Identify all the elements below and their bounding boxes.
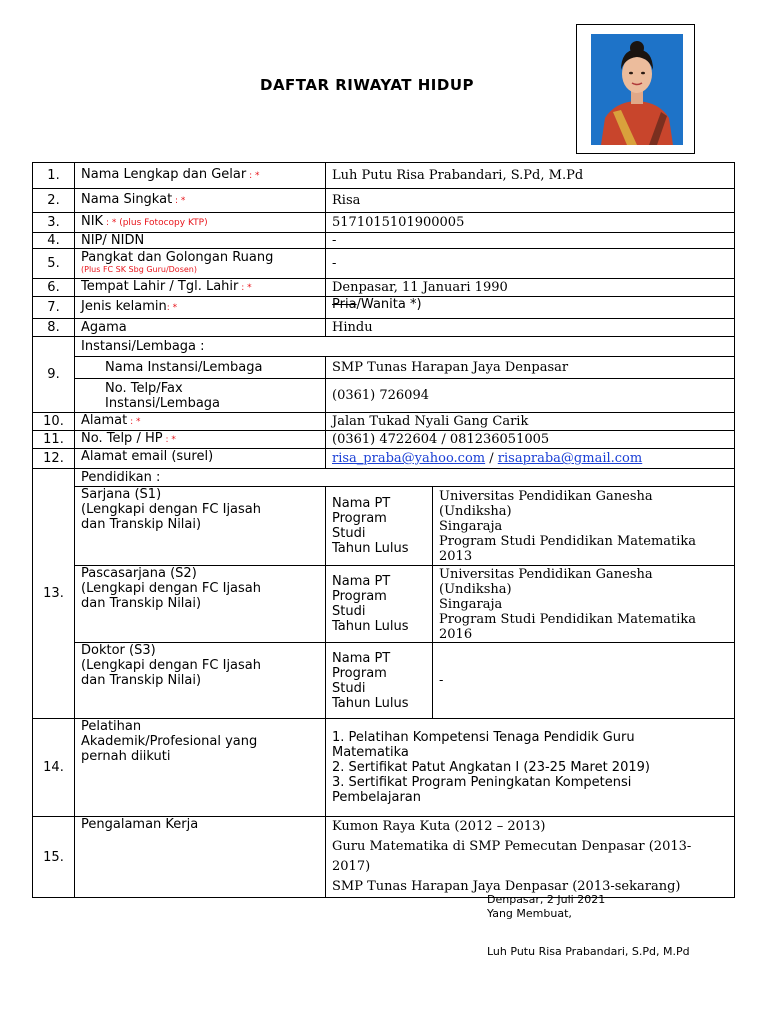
row-number: 8.: [33, 319, 75, 337]
row-value: Hindu: [326, 319, 735, 337]
university-city: Singaraja: [439, 596, 503, 612]
training-list: [326, 719, 735, 817]
signature-caption: Yang Membuat,: [487, 907, 572, 920]
row-label: [75, 163, 326, 189]
row-label: [75, 213, 326, 233]
row-number: 4.: [33, 233, 75, 249]
degree-note: dan Transkip Nilai): [81, 517, 202, 532]
field-label: Program: [332, 589, 387, 604]
row-label: [75, 413, 326, 431]
label-text: Nama Lengkap dan Gelar: [81, 167, 247, 182]
row-label: [75, 719, 326, 817]
row-value: [326, 297, 735, 319]
field-label: Tahun Lulus: [332, 695, 409, 711]
degree-title: Sarjana (S1): [81, 487, 162, 502]
university-name: Universitas Pendidikan Ganesha (Undiksha): [439, 488, 653, 519]
table-row: [33, 379, 735, 413]
graduation-year: 2013: [439, 548, 473, 564]
row-number: 13.: [33, 469, 75, 719]
required-marker: : *: [162, 435, 176, 445]
section-label: Pendidikan :: [75, 469, 735, 487]
label-line: Pelatihan: [81, 719, 142, 734]
row-value: [326, 449, 735, 469]
university-city: Singaraja: [439, 518, 503, 534]
row-number: 6.: [33, 279, 75, 297]
training-item: 2. Sertifikat Patut Angkatan I (23-25 Maret 2019): [332, 760, 650, 775]
profile-photo-illustration: [591, 34, 683, 145]
degree-note: dan Transkip Nilai): [81, 673, 202, 688]
profile-photo: [591, 34, 683, 145]
label-text: Pangkat dan Golongan Ruang: [81, 249, 274, 265]
field-label: Studi: [332, 604, 366, 619]
label-line: Akademik/Profesional yang: [81, 734, 258, 749]
label-text: Jenis kelamin: [81, 299, 167, 314]
row-value: Jalan Tukad Nyali Gang Carik: [326, 413, 735, 431]
cv-table: [32, 162, 735, 898]
field-labels: [326, 643, 433, 719]
label-text: Alamat: [81, 413, 128, 428]
table-row: [33, 279, 735, 297]
row-number: 3.: [33, 213, 75, 233]
field-labels: [326, 487, 433, 566]
required-marker: : *: [238, 283, 252, 293]
university-name: Universitas Pendidikan Ganesha (Undiksha): [439, 566, 653, 597]
table-row: [33, 431, 735, 449]
required-marker: : *: [166, 303, 178, 313]
field-label: Studi: [332, 680, 366, 696]
study-program: Program Studi Pendidikan Matematika: [439, 533, 697, 549]
required-note: (Plus FC SK Sbg Guru/Dosen): [81, 264, 197, 274]
table-row: [33, 189, 735, 213]
table-row: [33, 213, 735, 233]
table-row: [33, 319, 735, 337]
table-row: [33, 233, 735, 249]
table-row: [33, 817, 735, 898]
table-row: [33, 469, 735, 487]
degree-title: Pascasarjana (S2): [81, 566, 197, 581]
label-text: Tempat Lahir / Tgl. Lahir: [81, 279, 239, 294]
row-label: NIP/ NIDN: [75, 233, 326, 249]
field-label: Tahun Lulus: [332, 541, 409, 556]
table-row: [33, 449, 735, 469]
training-item: Matematika: [332, 745, 409, 760]
remaining-option: /Wanita *): [356, 297, 422, 312]
training-item: Pembelajaran: [332, 790, 421, 805]
row-label: [75, 189, 326, 213]
required-marker: : * (plus Fotocopy KTP): [103, 218, 208, 228]
email-link-yahoo[interactable]: risa_praba@yahoo.com: [332, 451, 486, 466]
table-row: [33, 719, 735, 817]
field-label: Program: [332, 511, 387, 526]
required-marker: : *: [127, 417, 141, 427]
row-label: Alamat email (surel): [75, 449, 326, 469]
field-label: Program: [332, 665, 387, 681]
row-label: [75, 297, 326, 319]
document-title: DAFTAR RIWAYAT HIDUP: [260, 76, 475, 94]
required-marker: : *: [172, 196, 186, 206]
field-label: Tahun Lulus: [332, 619, 409, 634]
field-labels: [326, 566, 433, 643]
row-value: SMP Tunas Harapan Jaya Denpasar: [326, 357, 735, 379]
row-number: 2.: [33, 189, 75, 213]
table-row: [33, 643, 735, 719]
degree-values: [433, 487, 735, 566]
work-experience-list: [326, 817, 735, 898]
table-row: [33, 297, 735, 319]
degree-note: (Lengkapi dengan FC Ijasah: [81, 502, 261, 517]
row-value: 5171015101900005: [326, 213, 735, 233]
label-line: Instansi/Lembaga: [105, 395, 221, 411]
table-row: [33, 337, 735, 357]
degree-note: (Lengkapi dengan FC Ijasah: [81, 658, 261, 673]
label-line: No. Telp/Fax: [105, 380, 183, 396]
study-program: Program Studi Pendidikan Matematika: [439, 611, 697, 627]
work-item: Kumon Raya Kuta (2012 – 2013): [332, 819, 546, 834]
training-item: 3. Sertifikat Program Peningkatan Kompetensi: [332, 775, 632, 790]
row-number: 12.: [33, 449, 75, 469]
degree-note: dan Transkip Nilai): [81, 596, 202, 611]
label-text: No. Telp / HP: [81, 431, 163, 446]
field-label: Nama PT: [332, 650, 391, 666]
work-item: Guru Matematika di SMP Pemecutan Denpasar (2013-2017): [332, 839, 692, 874]
row-value: -: [326, 249, 735, 279]
signature-name: Luh Putu Risa Prabandari, S.Pd, M.Pd: [487, 945, 690, 958]
struck-option: Pria: [332, 297, 357, 312]
row-label: [75, 279, 326, 297]
label-line: pernah diikuti: [81, 749, 171, 764]
degree-title: Doktor (S3): [81, 643, 156, 658]
email-separator: /: [485, 451, 498, 466]
row-value: Risa: [326, 189, 735, 213]
degree-label: [75, 487, 326, 566]
row-value: Luh Putu Risa Prabandari, S.Pd, M.Pd: [326, 163, 735, 189]
degree-values: -: [433, 643, 735, 719]
signature-place-date: Denpasar, 2 Juli 2021: [487, 893, 606, 906]
field-label: Nama PT: [332, 496, 391, 511]
row-value: Denpasar, 11 Januari 1990: [326, 279, 735, 297]
row-label: Agama: [75, 319, 326, 337]
row-label: [75, 431, 326, 449]
row-label: [75, 379, 326, 413]
table-row: [33, 487, 735, 566]
row-value: (0361) 4722604 / 081236051005: [326, 431, 735, 449]
field-label: Studi: [332, 526, 366, 541]
row-label: Pengalaman Kerja: [75, 817, 326, 898]
table-row: [33, 249, 735, 279]
row-number: 14.: [33, 719, 75, 817]
table-row: [33, 357, 735, 379]
row-number: 11.: [33, 431, 75, 449]
graduation-year: 2016: [439, 626, 473, 642]
row-label: Nama Instansi/Lembaga: [75, 357, 326, 379]
row-value: (0361) 726094: [326, 379, 735, 413]
work-item: SMP Tunas Harapan Jaya Denpasar (2013-sekarang): [332, 879, 681, 894]
training-item: 1. Pelatihan Kompetensi Tenaga Pendidik Guru: [332, 730, 635, 745]
field-label: Nama PT: [332, 574, 391, 589]
degree-note: (Lengkapi dengan FC Ijasah: [81, 581, 261, 596]
table-row: [33, 566, 735, 643]
row-label: [75, 249, 326, 279]
label-text: Nama Singkat: [81, 192, 173, 207]
row-number: 5.: [33, 249, 75, 279]
row-number: 15.: [33, 817, 75, 898]
row-number: 1.: [33, 163, 75, 189]
required-marker: : *: [246, 171, 260, 181]
degree-values: [433, 566, 735, 643]
degree-label: [75, 566, 326, 643]
table-row: [33, 163, 735, 189]
degree-label: [75, 643, 326, 719]
row-number: 7.: [33, 297, 75, 319]
email-link-gmail[interactable]: risapraba@gmail.com: [497, 451, 643, 466]
row-number: 10.: [33, 413, 75, 431]
label-text: NIK: [81, 214, 104, 229]
section-label: Instansi/Lembaga :: [75, 337, 735, 357]
table-row: [33, 413, 735, 431]
row-value: -: [326, 233, 735, 249]
photo-frame: [576, 24, 695, 154]
row-number: 9.: [33, 337, 75, 413]
